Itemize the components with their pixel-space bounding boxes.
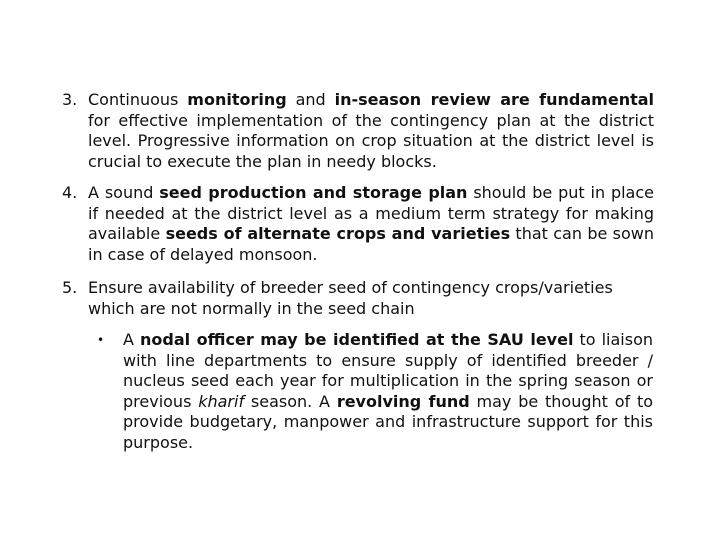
sub-item-text bbox=[123, 330, 653, 453]
bold-text-run: nodal officer may be identified at the SAU level bbox=[140, 330, 574, 349]
item-number: 3. bbox=[62, 90, 78, 109]
item-number: 5. bbox=[62, 278, 78, 297]
bold-text-run: monitoring bbox=[187, 90, 287, 109]
item-text bbox=[88, 278, 654, 319]
text-run: and bbox=[286, 90, 335, 109]
text-run: season. A bbox=[244, 391, 337, 411]
item-number: 4. bbox=[62, 183, 78, 202]
item-text bbox=[88, 183, 654, 265]
text-run: for effective implementation of the contingency plan at the district level. Progressive information on crop situation at the district level is crucial to execute the plan in needy blocks. bbox=[88, 110, 654, 171]
bold-text-run: revolving fund bbox=[336, 391, 470, 411]
sub-list-item bbox=[97, 330, 653, 453]
list-item-3 bbox=[62, 90, 654, 172]
item-text bbox=[88, 90, 654, 172]
text-run: Ensure availability of breeder seed of contingency crops/varieties which are not normally in the seed chain bbox=[88, 278, 613, 318]
bold-text-run: in-season review are fundamental bbox=[334, 90, 655, 109]
bullet-icon: • bbox=[97, 333, 105, 347]
text-run: should be put in place if needed at the district level as a medium term strategy for making available bbox=[88, 183, 655, 243]
list-item-4 bbox=[62, 183, 654, 265]
italic-text-run: kharif bbox=[198, 391, 245, 411]
text-run: A sound bbox=[88, 183, 160, 202]
text-run: A bbox=[123, 330, 140, 349]
list-item-5 bbox=[62, 278, 654, 319]
text-run: Continuous bbox=[88, 90, 188, 109]
text-run: that can be sown in case of delayed monsoon. bbox=[88, 224, 654, 264]
text-run: to liaison with line departments to ensure supply of identified breeder / nucleus seed each year for multiplication in the spring season or previous bbox=[123, 330, 654, 411]
bold-text-run: seed production and storage plan bbox=[159, 183, 468, 202]
bold-text-run: seeds of alternate crops and varieties bbox=[165, 224, 511, 243]
text-run: may be thought of to provide budgetary, manpower and infrastructure support for this purpose. bbox=[123, 391, 654, 452]
